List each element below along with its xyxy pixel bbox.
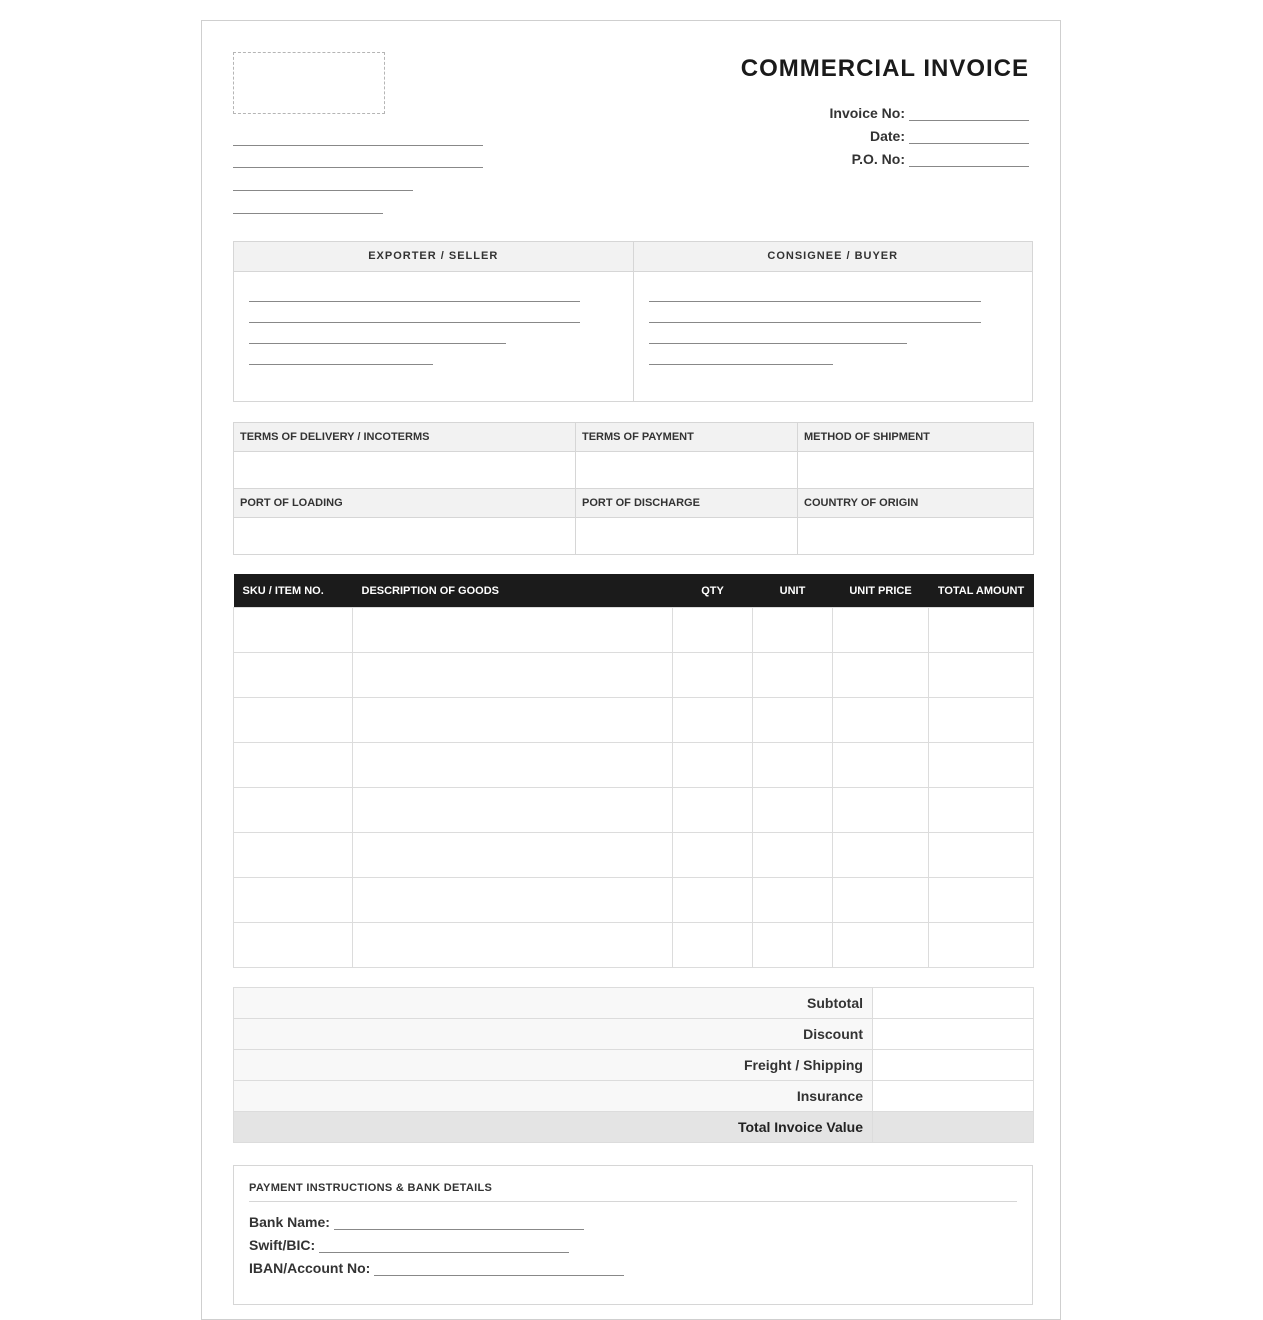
total-invoice-value-field[interactable] (873, 1112, 1034, 1143)
invoice-date-label: Date: (869, 128, 905, 144)
consignee-heading: CONSIGNEE / BUYER (634, 242, 1033, 272)
table-row (234, 608, 1034, 653)
item-unit-price-cell[interactable] (833, 698, 929, 743)
item-unit-cell[interactable] (753, 923, 833, 968)
table-row (234, 878, 1034, 923)
freight-field[interactable] (873, 1050, 1034, 1081)
column-header-sku: SKU / ITEM NO. (234, 574, 353, 608)
item-unit-cell[interactable] (753, 698, 833, 743)
item-sku-cell[interactable] (234, 653, 353, 698)
item-description-cell[interactable] (353, 608, 673, 653)
method-of-shipment-label: METHOD OF SHIPMENT (798, 423, 1034, 452)
swift-field[interactable] (319, 1238, 569, 1253)
item-qty-cell[interactable] (673, 743, 753, 788)
item-qty-cell[interactable] (673, 698, 753, 743)
port-of-discharge-label: PORT OF DISCHARGE (576, 489, 798, 518)
column-header-description: DESCRIPTION OF GOODS (353, 574, 673, 608)
exporter-line[interactable] (249, 364, 433, 365)
payment-instructions-section (233, 1165, 1033, 1305)
terms-of-payment-label: TERMS OF PAYMENT (576, 423, 798, 452)
port-of-loading-field[interactable] (234, 518, 576, 555)
terms-of-payment-field[interactable] (576, 452, 798, 489)
item-total-amount-cell[interactable] (929, 833, 1034, 878)
item-total-amount-cell[interactable] (929, 653, 1034, 698)
line-items-header (234, 574, 1034, 608)
item-unit-cell[interactable] (753, 878, 833, 923)
item-qty-cell[interactable] (673, 878, 753, 923)
company-address-line[interactable] (233, 167, 483, 168)
consignee-section (633, 242, 1033, 401)
terms-of-delivery-field[interactable] (234, 452, 576, 489)
invoice-number-row (769, 105, 1029, 121)
item-description-cell[interactable] (353, 788, 673, 833)
consignee-line[interactable] (649, 364, 833, 365)
item-total-amount-cell[interactable] (929, 743, 1034, 788)
table-row (234, 788, 1034, 833)
table-row (234, 698, 1034, 743)
item-description-cell[interactable] (353, 833, 673, 878)
iban-row (249, 1260, 624, 1276)
exporter-line[interactable] (249, 322, 580, 323)
invoice-date-field[interactable] (909, 129, 1029, 144)
exporter-line[interactable] (249, 343, 506, 344)
country-of-origin-field[interactable] (798, 518, 1034, 555)
item-sku-cell[interactable] (234, 608, 353, 653)
consignee-line[interactable] (649, 343, 907, 344)
item-description-cell[interactable] (353, 653, 673, 698)
item-qty-cell[interactable] (673, 923, 753, 968)
item-description-cell[interactable] (353, 878, 673, 923)
item-unit-cell[interactable] (753, 743, 833, 788)
column-header-qty: QTY (673, 574, 753, 608)
bank-name-label: Bank Name: (249, 1214, 330, 1230)
company-address-line[interactable] (233, 190, 413, 191)
item-unit-cell[interactable] (753, 788, 833, 833)
item-unit-price-cell[interactable] (833, 608, 929, 653)
bank-name-row (249, 1214, 584, 1230)
item-sku-cell[interactable] (234, 878, 353, 923)
total-invoice-value-label: Total Invoice Value (234, 1112, 873, 1143)
consignee-line[interactable] (649, 322, 981, 323)
invoice-number-field[interactable] (909, 106, 1029, 121)
column-header-total-amount: TOTAL AMOUNT (929, 574, 1034, 608)
item-qty-cell[interactable] (673, 653, 753, 698)
item-unit-price-cell[interactable] (833, 788, 929, 833)
shipping-terms-grid (233, 422, 1034, 555)
country-of-origin-label: COUNTRY OF ORIGIN (798, 489, 1034, 518)
column-header-unit: UNIT (753, 574, 833, 608)
exporter-heading: EXPORTER / SELLER (234, 242, 633, 272)
item-unit-price-cell[interactable] (833, 743, 929, 788)
item-qty-cell[interactable] (673, 608, 753, 653)
item-unit-price-cell[interactable] (833, 653, 929, 698)
item-total-amount-cell[interactable] (929, 698, 1034, 743)
item-description-cell[interactable] (353, 923, 673, 968)
iban-label: IBAN/Account No: (249, 1260, 371, 1276)
freight-label: Freight / Shipping (234, 1050, 873, 1081)
swift-label: Swift/BIC: (249, 1237, 316, 1253)
port-of-loading-label: PORT OF LOADING (234, 489, 576, 518)
exporter-section (234, 242, 633, 401)
item-unit-price-cell[interactable] (833, 923, 929, 968)
item-total-amount-cell[interactable] (929, 608, 1034, 653)
item-unit-cell[interactable] (753, 833, 833, 878)
item-sku-cell[interactable] (234, 698, 353, 743)
item-sku-cell[interactable] (234, 743, 353, 788)
parties-section (233, 241, 1033, 402)
invoice-date-row (769, 128, 1029, 144)
bank-name-field[interactable] (334, 1215, 584, 1230)
consignee-line[interactable] (649, 301, 981, 302)
iban-field[interactable] (374, 1261, 624, 1276)
item-unit-price-cell[interactable] (833, 878, 929, 923)
item-sku-cell[interactable] (234, 923, 353, 968)
table-row (234, 923, 1034, 968)
item-unit-cell[interactable] (753, 608, 833, 653)
item-total-amount-cell[interactable] (929, 878, 1034, 923)
method-of-shipment-field[interactable] (798, 452, 1034, 489)
discount-field[interactable] (873, 1019, 1034, 1050)
item-qty-cell[interactable] (673, 788, 753, 833)
totals-table (233, 987, 1034, 1143)
column-header-unit-price: UNIT PRICE (833, 574, 929, 608)
item-total-amount-cell[interactable] (929, 788, 1034, 833)
terms-of-delivery-label: TERMS OF DELIVERY / INCOTERMS (234, 423, 576, 452)
item-unit-cell[interactable] (753, 653, 833, 698)
po-number-field[interactable] (909, 152, 1029, 167)
item-description-cell[interactable] (353, 698, 673, 743)
po-number-row (769, 151, 1029, 167)
logo-placeholder[interactable] (233, 52, 385, 114)
company-address-line[interactable] (233, 213, 383, 214)
table-row (234, 833, 1034, 878)
subtotal-field[interactable] (873, 988, 1034, 1019)
insurance-field[interactable] (873, 1081, 1034, 1112)
po-number-label: P.O. No: (851, 151, 905, 167)
item-sku-cell[interactable] (234, 833, 353, 878)
invoice-title: COMMERCIAL INVOICE (740, 55, 1029, 82)
item-total-amount-cell[interactable] (929, 923, 1034, 968)
payment-instructions-title: PAYMENT INSTRUCTIONS & BANK DETAILS (249, 1182, 1017, 1202)
subtotal-label: Subtotal (234, 988, 873, 1019)
item-sku-cell[interactable] (234, 788, 353, 833)
table-row (234, 653, 1034, 698)
item-qty-cell[interactable] (673, 833, 753, 878)
item-unit-price-cell[interactable] (833, 833, 929, 878)
table-row (234, 743, 1034, 788)
swift-row (249, 1237, 569, 1253)
discount-label: Discount (234, 1019, 873, 1050)
invoice-page (201, 20, 1061, 1320)
port-of-discharge-field[interactable] (576, 518, 798, 555)
line-items-table (233, 574, 1034, 968)
insurance-label: Insurance (234, 1081, 873, 1112)
invoice-number-label: Invoice No: (829, 105, 905, 121)
exporter-line[interactable] (249, 301, 580, 302)
company-address-line[interactable] (233, 145, 483, 146)
item-description-cell[interactable] (353, 743, 673, 788)
